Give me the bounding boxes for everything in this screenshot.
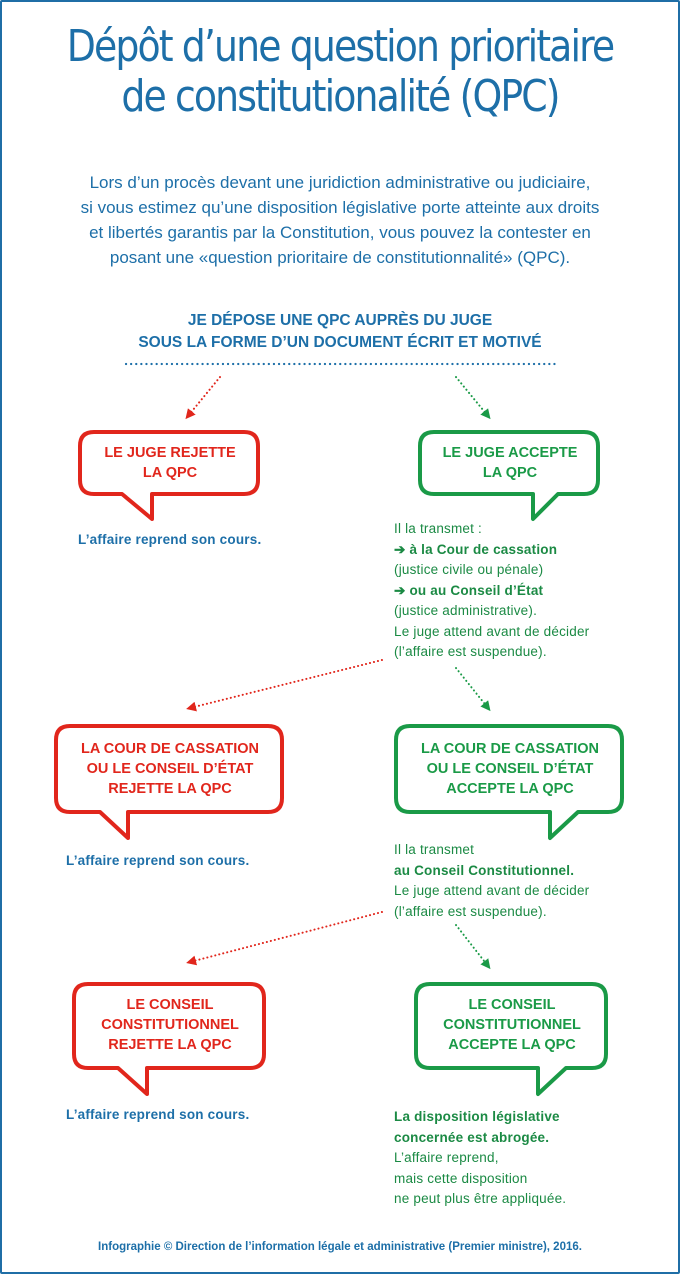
result-line: (justice administrative). — [394, 603, 538, 618]
bubble-line: LA COUR DE CASSATION — [420, 741, 600, 757]
title-line-2: de constitutionalité (QPC) — [121, 71, 559, 122]
accept-2-result — [394, 840, 589, 922]
step-line: JE DÉPOSE UNE QPC AUPRÈS DU JUGE — [187, 312, 493, 329]
accept-1-result — [394, 519, 589, 663]
bubble-line: ACCEPTE LA QPC — [446, 781, 574, 797]
result-line: Le juge attend avant de décider — [394, 623, 590, 639]
accept-2-label — [396, 739, 624, 799]
reject-3-result: L’affaire reprend son cours. — [66, 1107, 250, 1122]
arrow-accept-1 — [456, 377, 488, 416]
bubble-line: LA QPC — [142, 465, 198, 481]
bubble-line: LE JUGE ACCEPTE — [442, 445, 578, 461]
arrow-accept-2 — [456, 668, 488, 708]
arrow-accept-3 — [456, 925, 488, 966]
accept-1-label — [420, 443, 600, 483]
bubble-line: REJETTE LA QPC — [108, 1037, 232, 1053]
result-line: ➔ ou au Conseil d’État — [394, 582, 544, 598]
result-line: concernée est abrogée. — [394, 1129, 550, 1145]
reject-2-result: L’affaire reprend son cours. — [66, 853, 250, 868]
intro-line: Lors d’un procès devant une juridiction administrative ou judiciaire, — [89, 173, 591, 192]
bubble-line: OU LE CONSEIL D’ÉTAT — [86, 761, 254, 777]
bubble-line: ACCEPTE LA QPC — [448, 1037, 576, 1053]
result-line: ne peut plus être appliquée. — [394, 1191, 567, 1206]
bubble-line: LE JUGE REJETTE — [104, 445, 236, 461]
footer-credit: Infographie © Direction de l’information légale et administrative (Premier ministre), 2016. — [98, 1241, 582, 1253]
result-line: mais cette disposition — [394, 1170, 528, 1186]
intro-line: et libertés garantis par la Constitution, vous pouvez la contester en — [89, 223, 591, 242]
bubble-line: REJETTE LA QPC — [108, 781, 232, 797]
arrow-reject-3 — [190, 912, 382, 962]
bubble-line: LA COUR DE CASSATION — [80, 741, 260, 757]
bubble-line: LE CONSEIL — [126, 997, 214, 1013]
reject-1-result: L’affaire reprend son cours. — [78, 532, 262, 547]
result-line: au Conseil Constitutionnel. — [394, 862, 575, 878]
result-line: Il la transmet — [394, 842, 475, 857]
step-line: SOUS LA FORME D’UN DOCUMENT ÉCRIT ET MOTIVÉ — [138, 334, 542, 351]
result-line: L’affaire reprend, — [394, 1150, 499, 1165]
bubble-line: LE CONSEIL — [468, 997, 556, 1013]
title-line-1: Dépôt d’une question prioritaire — [66, 21, 614, 72]
result-line: (l’affaire est suspendue). — [394, 644, 547, 659]
result-line: Il la transmet : — [394, 521, 482, 536]
bubble-line: CONSTITUTIONNEL — [443, 1017, 581, 1033]
result-line: (justice civile ou pénale) — [394, 562, 544, 577]
result-line: La disposition législative — [394, 1109, 560, 1124]
accept-3-result — [394, 1107, 566, 1210]
arrow-reject-1 — [188, 377, 220, 416]
intro-line: si vous estimez qu’une disposition législative porte atteinte aux droits — [80, 198, 600, 217]
result-line: Le juge attend avant de décider — [394, 883, 590, 898]
accept-3-label — [416, 995, 608, 1055]
result-line: (l’affaire est suspendue). — [394, 903, 547, 919]
result-line: ➔ à la Cour de cassation — [394, 541, 558, 557]
reject-3-label — [74, 995, 266, 1055]
intro-line: posant une «question prioritaire de constitutionnalité» (QPC). — [109, 248, 571, 267]
bubble-line: CONSTITUTIONNEL — [101, 1017, 239, 1033]
arrow-reject-2 — [190, 660, 382, 708]
reject-2-label — [56, 739, 284, 799]
bubble-line: LA QPC — [482, 465, 538, 481]
bubble-line: OU LE CONSEIL D’ÉTAT — [426, 761, 594, 777]
reject-1-label — [80, 443, 260, 483]
